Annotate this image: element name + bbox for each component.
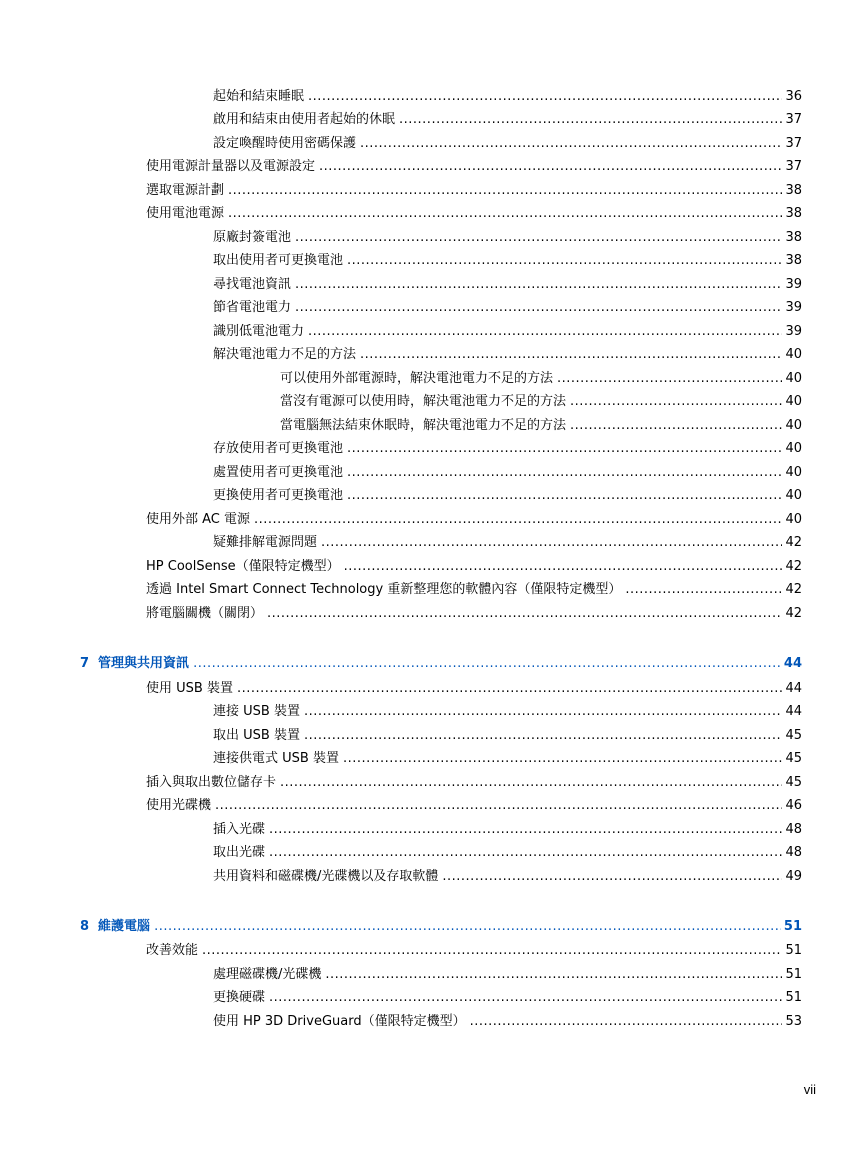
toc-entry-page: 39 <box>785 300 802 315</box>
toc-entry-page: 39 <box>785 324 802 339</box>
toc-entry[interactable] <box>280 370 802 388</box>
dot-leader <box>215 797 782 815</box>
toc-entry[interactable] <box>146 605 802 623</box>
toc-entry-title: 共用資料和磁碟機/光碟機以及存取軟體 <box>213 869 439 884</box>
toc-entry-title: 節省電池電力 <box>213 300 292 315</box>
toc-entry-page: 37 <box>785 112 802 127</box>
toc-entry[interactable] <box>213 750 802 768</box>
toc-entry[interactable] <box>213 346 802 364</box>
dot-leader <box>557 370 782 388</box>
dot-leader <box>308 88 782 106</box>
toc-entry-page: 40 <box>785 418 802 433</box>
toc-entry-title: 使用光碟機 <box>146 798 212 813</box>
dot-leader <box>295 276 782 294</box>
dot-leader <box>399 111 782 129</box>
dot-leader <box>321 534 782 552</box>
dot-leader <box>304 727 783 745</box>
toc-entry[interactable] <box>213 464 802 482</box>
toc-entry-page: 44 <box>785 681 802 696</box>
toc-entry-title: 使用電源計量器以及電源設定 <box>146 159 316 174</box>
toc-entry-title: 使用外部 AC 電源 <box>146 512 251 527</box>
toc-entry-page: 40 <box>785 394 802 409</box>
toc-entry[interactable] <box>213 229 802 247</box>
toc-entry-title: 取出使用者可更換電池 <box>213 253 344 268</box>
dot-leader <box>269 821 782 839</box>
dot-leader <box>237 680 783 698</box>
toc-entry[interactable] <box>213 1013 802 1031</box>
toc-entry-title: 識別低電池電力 <box>213 324 305 339</box>
toc-entry-title: 維護電腦 <box>98 919 151 934</box>
toc-entry[interactable] <box>280 417 802 435</box>
toc-entry-page: 49 <box>785 869 802 884</box>
toc-entry[interactable] <box>213 135 802 153</box>
toc-entry-title: 透過 Intel Smart Connect Technology 重新整理您的軟體內容（僅限特定機型） <box>146 582 622 597</box>
toc-entry-page: 46 <box>785 798 802 813</box>
toc-entry-page: 45 <box>785 728 802 743</box>
toc-entry[interactable] <box>213 727 802 745</box>
dot-leader <box>570 393 782 411</box>
page-number: vii <box>803 1082 816 1097</box>
toc-entry-title: 疑難排解電源問題 <box>213 535 318 550</box>
toc-entry-page: 48 <box>785 845 802 860</box>
dot-leader <box>269 989 782 1007</box>
toc-entry[interactable] <box>146 942 802 960</box>
toc-entry[interactable] <box>213 440 802 458</box>
toc-entry-page: 51 <box>785 990 802 1005</box>
toc-entry[interactable] <box>213 299 802 317</box>
toc-chapter-7[interactable] <box>80 655 802 673</box>
toc-chapter-8[interactable] <box>80 918 802 936</box>
toc-entry-page: 45 <box>785 751 802 766</box>
toc-entry-page: 37 <box>785 159 802 174</box>
toc-entry-title: 將電腦關機（關閉） <box>146 606 264 621</box>
toc-entry[interactable] <box>213 276 802 294</box>
toc-entry-title: 改善效能 <box>146 943 199 958</box>
toc-entry-page: 37 <box>785 136 802 151</box>
toc-entry-title: 存放使用者可更換電池 <box>213 441 344 456</box>
toc-entry-title: 原廠封簽電池 <box>213 230 292 245</box>
toc-entry[interactable] <box>213 966 802 984</box>
dot-leader <box>347 464 782 482</box>
toc-entry-title: 設定喚醒時使用密碼保護 <box>213 136 357 151</box>
toc-entry-page: 38 <box>785 230 802 245</box>
toc-entry-title: 取出 USB 裝置 <box>213 728 300 743</box>
dot-leader <box>347 440 782 458</box>
toc-entry-page: 40 <box>785 441 802 456</box>
toc-entry-title: 選取電源計劃 <box>146 183 225 198</box>
toc-entry-title: 連接供電式 USB 裝置 <box>213 751 339 766</box>
toc-entry-title: 當電腦無法結束休眠時，解決電池電力不足的方法 <box>280 418 567 433</box>
toc-entry-title: 使用 HP 3D DriveGuard（僅限特定機型） <box>213 1014 466 1029</box>
toc-entry-page: 38 <box>785 206 802 221</box>
dot-leader <box>360 346 782 364</box>
toc-entry[interactable] <box>213 111 802 129</box>
toc-entry-title: 解決電池電力不足的方法 <box>213 347 357 362</box>
dot-leader <box>280 774 782 792</box>
toc-entry[interactable] <box>146 511 802 529</box>
toc-entry-title: 尋找電池資訊 <box>213 277 292 292</box>
toc-entry[interactable] <box>146 558 802 576</box>
toc-entry[interactable] <box>213 534 802 552</box>
toc-entry-title: 使用電池電源 <box>146 206 225 221</box>
toc-entry-page: 38 <box>785 183 802 198</box>
toc-entry-title: 處置使用者可更換電池 <box>213 465 344 480</box>
toc-entry-title: 插入與取出數位儲存卡 <box>146 775 277 790</box>
toc-entry-page: 40 <box>785 371 802 386</box>
chapter-number: 7 <box>80 656 90 671</box>
toc-entry-page: 42 <box>785 559 802 574</box>
dot-leader <box>269 844 782 862</box>
toc-entry-title: 使用 USB 裝置 <box>146 681 233 696</box>
dot-leader <box>347 252 782 270</box>
toc-entry[interactable] <box>213 323 802 341</box>
dot-leader <box>304 703 783 721</box>
toc-entry-page: 44 <box>783 656 802 671</box>
toc-entry-title: 處理磁碟機/光碟機 <box>213 967 322 982</box>
toc-entry-page: 40 <box>785 488 802 503</box>
toc-entry-title: 連接 USB 裝置 <box>213 704 300 719</box>
dot-leader <box>228 205 782 223</box>
toc-entry-page: 51 <box>785 967 802 982</box>
toc-entry-page: 51 <box>785 943 802 958</box>
dot-leader <box>343 750 783 768</box>
toc-entry[interactable] <box>213 821 802 839</box>
toc-entry-page: 39 <box>785 277 802 292</box>
toc-entry-title: 當沒有電源可以使用時，解決電池電力不足的方法 <box>280 394 567 409</box>
toc-entry-page: 42 <box>785 535 802 550</box>
toc-entry[interactable] <box>146 680 802 698</box>
toc-entry-page: 40 <box>785 347 802 362</box>
toc-entry-title: 起始和結束睡眠 <box>213 89 305 104</box>
toc-entry-page: 42 <box>785 582 802 597</box>
dot-leader <box>360 135 782 153</box>
toc-entry-page: 36 <box>785 89 802 104</box>
dot-leader <box>308 323 782 341</box>
dot-leader <box>625 581 782 599</box>
toc-entry[interactable] <box>213 252 802 270</box>
toc-entry[interactable] <box>213 487 802 505</box>
toc-entry[interactable] <box>213 989 802 1007</box>
dot-leader <box>202 942 782 960</box>
chapter-number: 8 <box>80 919 90 934</box>
dot-leader <box>228 182 782 200</box>
toc-entry[interactable] <box>146 581 802 599</box>
dot-leader <box>295 299 782 317</box>
dot-leader <box>347 487 782 505</box>
dot-leader <box>319 158 782 176</box>
toc-entry-title: HP CoolSense（僅限特定機型） <box>146 559 340 574</box>
dot-leader <box>254 511 782 529</box>
dot-leader <box>442 868 782 886</box>
toc-entry-title: 啟用和結束由使用者起始的休眠 <box>213 112 396 127</box>
toc-entry[interactable] <box>280 393 802 411</box>
toc-entry-page: 38 <box>785 253 802 268</box>
toc-entry-page: 40 <box>785 512 802 527</box>
toc-entry[interactable] <box>213 868 802 886</box>
toc-entry-page: 44 <box>785 704 802 719</box>
toc-entry-page: 53 <box>785 1014 802 1029</box>
dot-leader <box>325 966 782 984</box>
toc-entry-title: 可以使用外部電源時，解決電池電力不足的方法 <box>280 371 554 386</box>
toc-entry[interactable] <box>146 797 802 815</box>
toc-entry-title: 更換硬碟 <box>213 990 266 1005</box>
toc-entry-page: 40 <box>785 465 802 480</box>
dot-leader <box>154 918 781 936</box>
toc-entry[interactable] <box>146 158 802 176</box>
toc-entry-page: 48 <box>785 822 802 837</box>
dot-leader <box>470 1013 783 1031</box>
toc-entry[interactable] <box>213 703 802 721</box>
toc-entry-title: 更換使用者可更換電池 <box>213 488 344 503</box>
toc-entry[interactable] <box>213 844 802 862</box>
dot-leader <box>344 558 783 576</box>
dot-leader <box>193 655 781 673</box>
toc-entry[interactable] <box>213 88 802 106</box>
toc-entry[interactable] <box>146 774 802 792</box>
dot-leader <box>570 417 782 435</box>
toc-entry[interactable] <box>146 205 802 223</box>
toc-entry-title: 取出光碟 <box>213 845 266 860</box>
toc-entry-page: 51 <box>783 919 802 934</box>
toc-entry[interactable] <box>146 182 802 200</box>
toc-entry-page: 42 <box>785 606 802 621</box>
toc-entry-page: 45 <box>785 775 802 790</box>
dot-leader <box>267 605 782 623</box>
toc-entry-title: 插入光碟 <box>213 822 266 837</box>
toc-entry-title: 管理與共用資訊 <box>98 656 190 671</box>
dot-leader <box>295 229 782 247</box>
